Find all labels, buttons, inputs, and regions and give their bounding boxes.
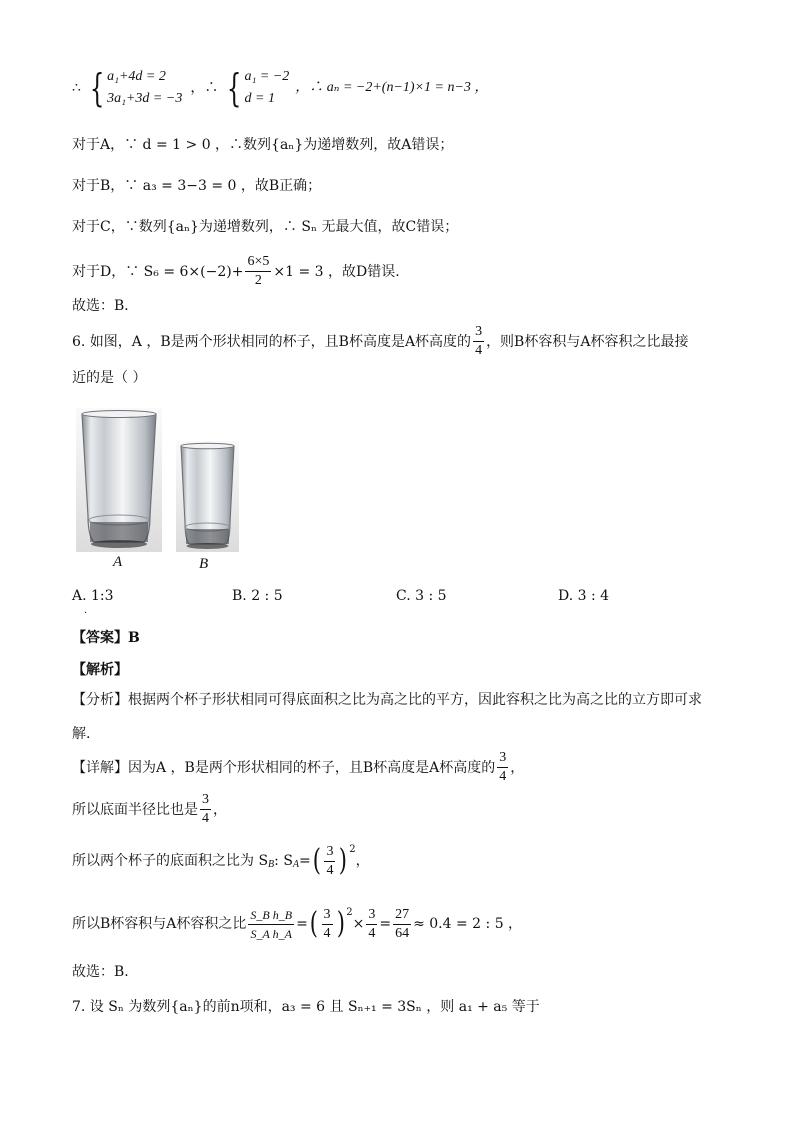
stray-dot: · <box>84 608 88 619</box>
system-2-row-1: a₁ = −2 <box>244 69 290 84</box>
general-term-result: ，∴ aₙ = −2+(n−1)×1 = n−3 ， <box>295 80 489 95</box>
line-d-suffix: ×1 = 3 ，故D错误. <box>273 263 400 280</box>
volume-eq-2: = <box>379 916 392 932</box>
question-6-line-2: 近的是（ ） <box>72 370 147 386</box>
area-prefix: 所以两个杯子的底面积之比为 S <box>72 853 269 869</box>
glass-b-label: B <box>199 556 209 572</box>
question-6-suffix: ，则B杯容积与A杯容积之比最接 <box>486 333 689 350</box>
volume-result-fraction <box>393 907 411 942</box>
area-suffix: ， <box>355 853 370 869</box>
system-2-row-2: d = 1 <box>244 91 275 106</box>
line-d-fraction-numerator: 6×5 <box>245 254 271 272</box>
area-eq: = <box>299 853 311 869</box>
glass-a-image <box>76 408 162 552</box>
radius-fraction-numerator: 3 <box>200 792 211 810</box>
glass-a-label: A <box>113 554 123 570</box>
volume-height-fraction-numerator: 3 <box>366 907 377 925</box>
volume-eq: = <box>296 916 308 932</box>
system-1-row-1: a₁+4d = 2 <box>107 69 166 84</box>
volume-ratio-fraction-denominator: 4 <box>323 925 331 941</box>
option-c: C. 3 : 5 <box>396 588 447 604</box>
glass-b-image <box>176 441 239 552</box>
question-6 <box>72 324 688 359</box>
radius-suffix: ， <box>213 801 227 818</box>
system-1: { a₁+4d = 2 3a₁+3d = −3 <box>89 66 183 110</box>
volume-ratio-line: 所以B杯容积与A杯容积之比 $\frac{\text{S\_B h\_B}}{\text{S\_A h\_A}}$ = ( $\frac{3}{4}$ ) $^2$ × $\frac{3}{4}$ = $\frac{27}{64}$ ≈ 0.4 = 2 : 5 ， <box>72 906 523 941</box>
xiangjie-suffix: ， <box>510 759 525 776</box>
xiangjie-line <box>72 750 524 785</box>
volume-height-fraction <box>366 907 377 942</box>
system-separator: ，∴ <box>190 80 219 96</box>
line-option-c-analysis: 对于C，∵数列{aₙ}为递增数列，∴ Sₙ 无最大值，故C错误； <box>72 219 459 235</box>
option-d: D. 3 : 4 <box>558 588 610 604</box>
therefore-symbol: ∴ <box>72 80 81 96</box>
volume-times: × <box>352 916 365 932</box>
radius-line <box>72 792 227 827</box>
volume-fraction-numerator: S_B h_B <box>248 907 294 925</box>
volume-tail: ≈ 0.4 = 2 : 5 ， <box>413 916 523 932</box>
volume-result-denominator: 64 <box>395 925 410 941</box>
line-d-prefix: 对于D，∵ S₆ = 6×(−2)+ <box>72 263 244 280</box>
volume-fraction-denominator: S_A h_A <box>250 926 292 941</box>
line-d-fraction <box>245 254 271 289</box>
area-ratio-line: 所以两个杯子的底面积之比为 S $_B$ : S $_A$ = ( $\frac{3}{4}$ ) $^2$ ， <box>72 843 370 878</box>
question-6-fraction-numerator: 3 <box>473 324 484 342</box>
radius-prefix: 所以底面半径比也是 <box>72 801 198 818</box>
line-option-a-analysis: 对于A，∵ d = 1 > 0 ，∴数列{aₙ}为递增数列，故A错误； <box>72 137 454 153</box>
volume-prefix: 所以B杯容积与A杯容积之比 <box>72 916 247 932</box>
analysis-label: 【解析】 <box>72 662 128 678</box>
line-option-b-analysis: 对于B，∵ a₃ = 3−3 = 0 ，故B正确； <box>72 178 322 194</box>
volume-ratio-fraction-numerator: 3 <box>322 907 333 925</box>
area-fraction-denominator: 4 <box>326 862 334 878</box>
fenxi-line-2: 解. <box>72 726 91 742</box>
line-d-fraction-denominator: 2 <box>254 273 262 288</box>
question-6-prefix: 6. 如图，A ，B是两个形状相同的杯子，且B杯高度是A杯高度的 <box>72 333 472 350</box>
option-b: B. 2 : 5 <box>232 588 283 604</box>
system-1-row-2: 3a₁+3d = −3 <box>107 91 183 106</box>
choose-b-first: 故选：B． <box>72 298 139 314</box>
xiangjie-prefix: 【详解】因为A ，B是两个形状相同的杯子，且B杯高度是A杯高度的 <box>72 759 496 776</box>
option-a: A. 1:3 <box>72 588 114 604</box>
volume-ratio-fraction <box>322 907 333 942</box>
system-2: { a₁ = −2 d = 1 <box>227 66 290 110</box>
radius-fraction <box>200 792 211 827</box>
area-fraction <box>324 844 335 879</box>
line-option-d-analysis <box>72 254 400 289</box>
answer-label: 【答案】B <box>72 630 140 646</box>
area-mid: : S <box>274 853 293 869</box>
fenxi-line-1: 【分析】根据两个杯子形状相同可得底面积之比为高之比的平方，因此容积之比为高之比的立方即可求 <box>72 692 702 708</box>
question-6-fraction-denominator: 4 <box>475 343 483 358</box>
volume-fraction <box>248 907 294 942</box>
system-line <box>72 66 488 110</box>
xiangjie-fraction <box>497 750 508 785</box>
area-fraction-numerator: 3 <box>324 844 335 862</box>
volume-height-fraction-denominator: 4 <box>368 925 376 941</box>
question-6-fraction <box>473 324 484 359</box>
choose-b-second: 故选：B. <box>72 964 129 980</box>
xiangjie-fraction-denominator: 4 <box>499 769 507 784</box>
xiangjie-fraction-numerator: 3 <box>497 750 508 768</box>
radius-fraction-denominator: 4 <box>202 811 209 826</box>
question-7: 7. 设 Sₙ 为数列{aₙ}的前n项和，a₃ = 6 且 Sₙ₊₁ = 3Sₙ ，则 a₁ + a₅ 等于 <box>72 999 540 1015</box>
volume-result-numerator: 27 <box>393 907 411 925</box>
